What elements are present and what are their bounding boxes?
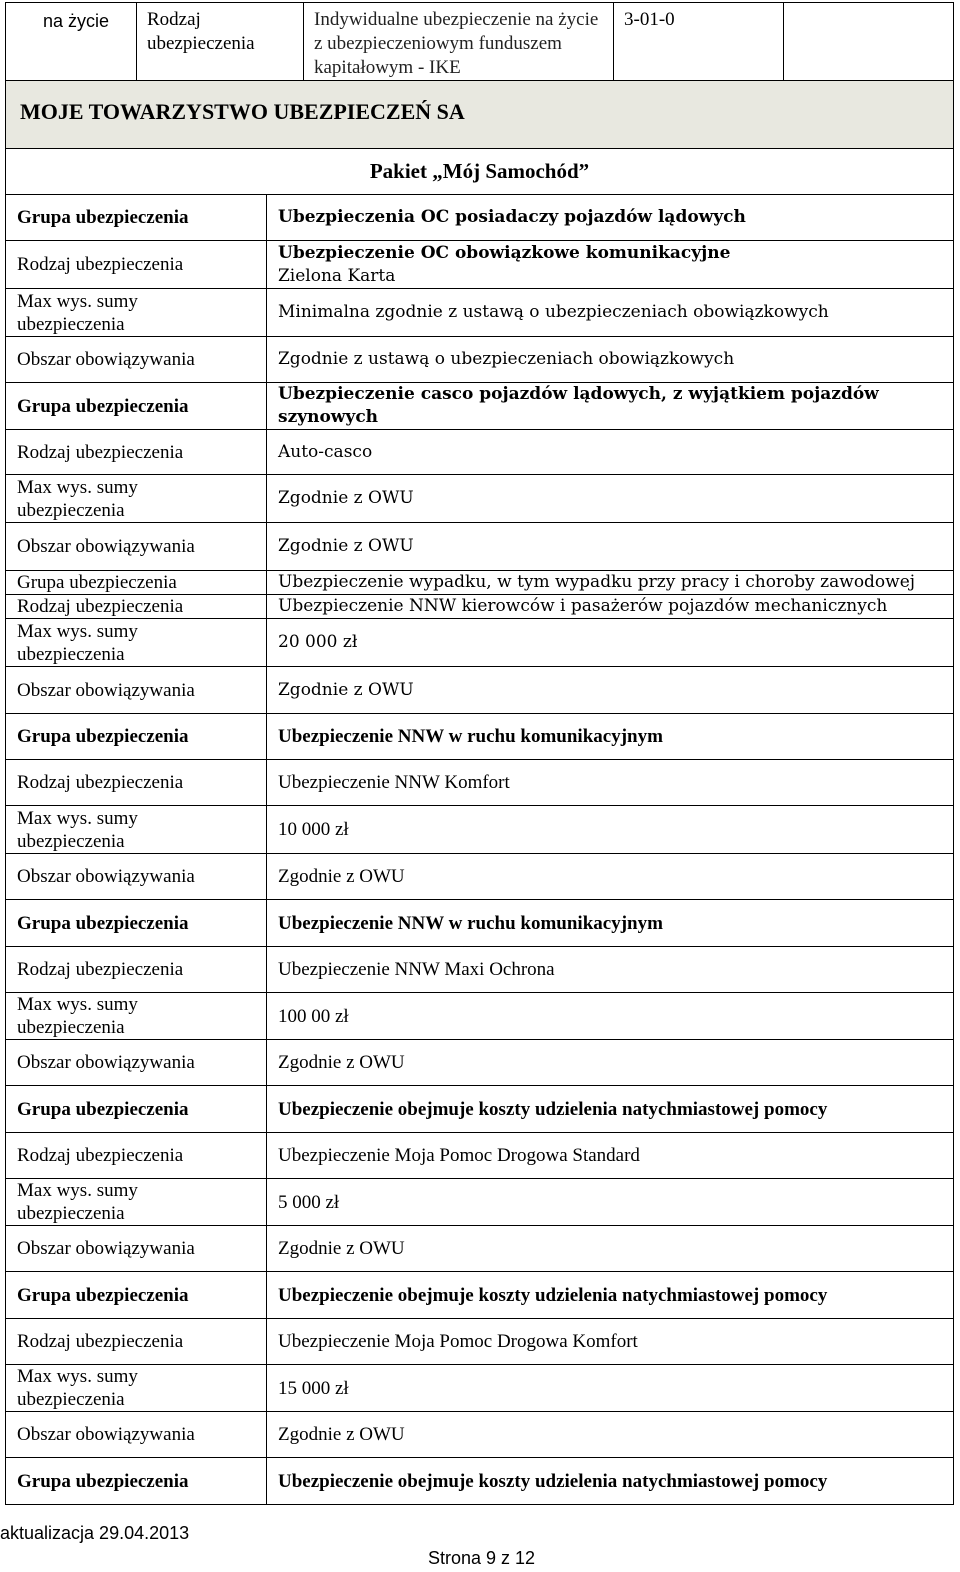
label-area: Obszar obowiązywania [6, 523, 267, 571]
label-group: Grupa ubezpieczenia [6, 195, 267, 241]
section-group-value: Ubezpieczenie obejmuje koszty udzielenia natychmiastowej pomocy [267, 1458, 954, 1505]
section-kind-value: Ubezpieczenie Moja Pomoc Drogowa Standard [267, 1133, 954, 1179]
section-max-value: 5 000 zł [267, 1179, 954, 1226]
label-max-line1: Max wys. sumy [17, 290, 138, 312]
section-max-value: 10 000 zł [267, 806, 954, 854]
label-kind: Rodzaj ubezpieczenia [6, 241, 267, 289]
label-max-sum [6, 475, 267, 523]
label-area: Obszar obowiązywania [6, 1226, 267, 1272]
section-group-value: Ubezpieczenie NNW w ruchu komunikacyjnym [267, 714, 954, 760]
section-max-value: Zgodnie z OWU [267, 475, 954, 523]
section-kind-value: Ubezpieczenie Moja Pomoc Drogowa Komfort [267, 1319, 954, 1365]
label-area: Obszar obowiązywania [6, 1412, 267, 1458]
header-type-label: Rodzaj ubezpieczenia [137, 3, 304, 81]
header-category: na życie [6, 3, 137, 81]
package-title: Pakiet „Mój Samochód” [6, 149, 954, 195]
label-max-line2: ubezpieczenia [17, 830, 125, 852]
section-group-value: Ubezpieczenie wypadku, w tym wypadku przy pracy i choroby zawodowej [267, 571, 954, 595]
label-kind: Rodzaj ubezpieczenia [6, 1319, 267, 1365]
label-max-sum [6, 806, 267, 854]
label-max-sum [6, 1365, 267, 1412]
section-area-value: Zgodnie z OWU [267, 1040, 954, 1086]
update-date: aktualizacja 29.04.2013 [0, 1523, 190, 1543]
label-max-line1: Max wys. sumy [17, 620, 138, 642]
section-area-value: Zgodnie z ustawą o ubezpieczeniach obowiązkowych [267, 337, 954, 383]
section-kind-value [267, 241, 954, 289]
label-area: Obszar obowiązywania [6, 854, 267, 900]
section-area-value: Zgodnie z OWU [267, 1226, 954, 1272]
label-kind: Rodzaj ubezpieczenia [6, 1133, 267, 1179]
label-kind: Rodzaj ubezpieczenia [6, 760, 267, 806]
header-table [5, 2, 954, 149]
label-max-line1: Max wys. sumy [17, 476, 138, 498]
section-kind-line1: Ubezpieczenie OC obowiązkowe komunikacyjne [278, 242, 731, 263]
label-kind: Rodzaj ubezpieczenia [6, 430, 267, 475]
company-name: MOJE TOWARZYSTWO UBEZPIECZEŃ SA [6, 81, 954, 149]
section-max-value: 100 00 zł [267, 993, 954, 1040]
section-max-value: 15 000 zł [267, 1365, 954, 1412]
section-area-value: Zgodnie z OWU [267, 854, 954, 900]
label-max-sum [6, 993, 267, 1040]
header-empty-cell [784, 3, 954, 81]
section-kind-line2: Zielona Karta [278, 265, 396, 286]
label-max-line2: ubezpieczenia [17, 499, 125, 521]
label-max-line2: ubezpieczenia [17, 1017, 125, 1038]
section-max-value: Minimalna zgodnie z ustawą o ubezpieczeniach obowiązkowych [267, 289, 954, 337]
section-group-value: Ubezpieczenie obejmuje koszty udzielenia natychmiastowej pomocy [267, 1086, 954, 1133]
label-max-line1: Max wys. sumy [17, 1366, 138, 1387]
label-group: Grupa ubezpieczenia [6, 1086, 267, 1133]
label-max-line2: ubezpieczenia [17, 1389, 125, 1410]
label-max-line2: ubezpieczenia [17, 1203, 125, 1224]
section-group-value: Ubezpieczenie casco pojazdów lądowych, z wyjątkiem pojazdów szynowych [267, 383, 954, 430]
label-max-line1: Max wys. sumy [17, 994, 138, 1015]
section-group-value: Ubezpieczenie obejmuje koszty udzielenia natychmiastowej pomocy [267, 1272, 954, 1319]
label-group: Grupa ubezpieczenia [6, 571, 267, 595]
section-kind-value: Ubezpieczenie NNW Komfort [267, 760, 954, 806]
label-max-line2: ubezpieczenia [17, 313, 125, 335]
package-table [5, 148, 954, 1505]
label-max-sum [6, 289, 267, 337]
label-kind: Rodzaj ubezpieczenia [6, 595, 267, 619]
label-group: Grupa ubezpieczenia [6, 900, 267, 947]
section-kind-value: Ubezpieczenie NNW Maxi Ochrona [267, 947, 954, 993]
header-product-name: Indywidualne ubezpieczenie na życie z ubezpieczeniowym funduszem kapitałowym - IKE [304, 3, 614, 81]
label-max-line2: ubezpieczenia [17, 643, 125, 665]
section-area-value: Zgodnie z OWU [267, 523, 954, 571]
label-max-sum [6, 1179, 267, 1226]
header-product-code: 3-01-0 [614, 3, 784, 81]
section-group-value: Ubezpieczenie NNW w ruchu komunikacyjnym [267, 900, 954, 947]
section-group-value: Ubezpieczenia OC posiadaczy pojazdów lądowych [267, 195, 954, 241]
label-area: Obszar obowiązywania [6, 337, 267, 383]
section-area-value: Zgodnie z OWU [267, 667, 954, 714]
page-number: Strona 9 z 12 [428, 1548, 536, 1568]
label-group: Grupa ubezpieczenia [6, 383, 267, 430]
label-max-line1: Max wys. sumy [17, 1180, 138, 1201]
section-max-value: 20 000 zł [267, 619, 954, 667]
label-max-line1: Max wys. sumy [17, 807, 138, 829]
section-kind-value: Ubezpieczenie NNW kierowców i pasażerów pojazdów mechanicznych [267, 595, 954, 619]
label-area: Obszar obowiązywania [6, 667, 267, 714]
label-max-sum [6, 619, 267, 667]
label-group: Grupa ubezpieczenia [6, 1272, 267, 1319]
label-area: Obszar obowiązywania [6, 1040, 267, 1086]
label-group: Grupa ubezpieczenia [6, 714, 267, 760]
section-area-value: Zgodnie z OWU [267, 1412, 954, 1458]
section-kind-value: Auto-casco [267, 430, 954, 475]
label-kind: Rodzaj ubezpieczenia [6, 947, 267, 993]
label-group: Grupa ubezpieczenia [6, 1458, 267, 1505]
